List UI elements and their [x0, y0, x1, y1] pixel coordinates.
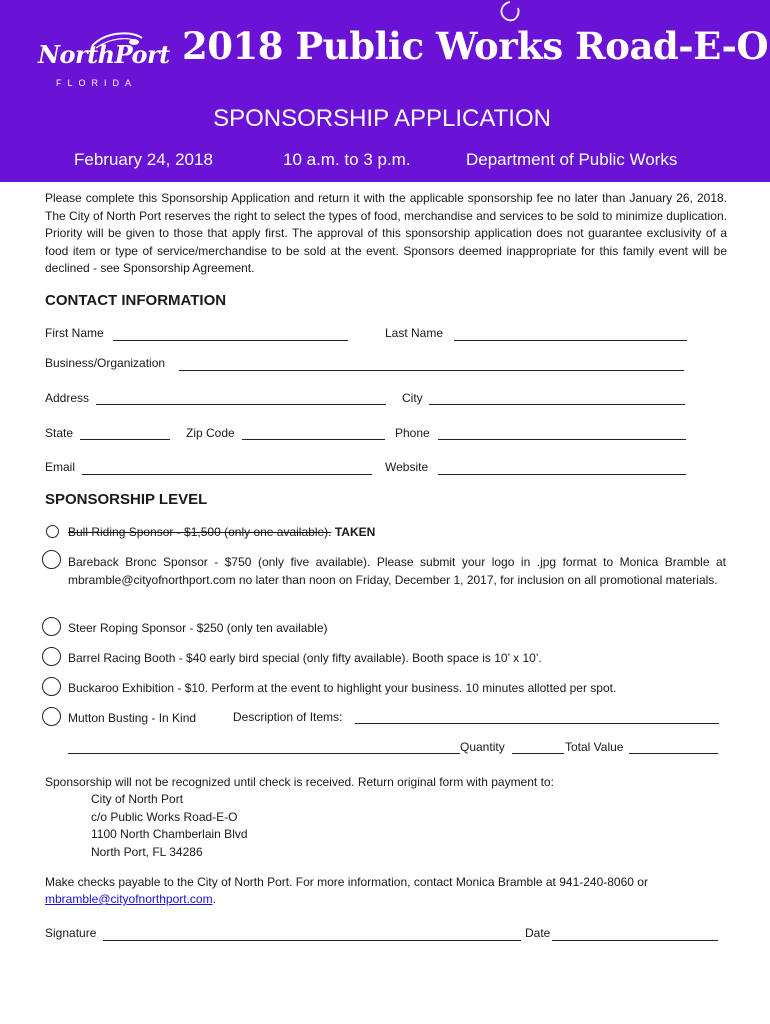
logo-wordmark: NorthPort — [38, 40, 170, 69]
contact-email-link[interactable]: mbramble@cityofnorthport.com — [45, 892, 213, 906]
contact-heading: CONTACT INFORMATION — [45, 292, 227, 309]
total-value-label: Total Value — [565, 740, 624, 754]
event-department: Department of Public Works — [466, 150, 678, 169]
address-line: City of North Port — [91, 792, 184, 806]
email-label: Email — [45, 460, 76, 474]
address-line: c/o Public Works Road-E-O — [91, 809, 238, 824]
total-value-field[interactable] — [629, 753, 718, 754]
bull-riding-label: Bull Riding Sponsor - $1,500 (only one available). — [68, 525, 332, 539]
zip-label: Zip Code — [186, 426, 235, 440]
address-line: 1100 North Chamberlain Blvd — [91, 827, 248, 842]
description-label: Description of Items: — [233, 710, 343, 724]
email-field[interactable] — [82, 474, 372, 475]
last-name-label: Last Name — [385, 326, 444, 340]
date-field[interactable] — [552, 940, 718, 941]
description-field-2[interactable] — [68, 753, 460, 754]
header-band — [0, 0, 770, 182]
quantity-label: Quantity — [460, 740, 505, 754]
option-mutton-busting: Mutton Busting - In Kind — [68, 711, 197, 725]
quantity-field[interactable] — [512, 753, 564, 754]
city-field[interactable] — [429, 404, 685, 405]
last-name-field[interactable] — [454, 340, 687, 341]
address-field[interactable] — [96, 404, 386, 405]
option-barrel-racing: Barrel Racing Booth - $40 early bird special (only fifty available). Booth space is 10’ x 10’. — [68, 651, 542, 665]
option-buckaroo: Buckaroo Exhibition - $10. Perform at the event to highlight your business. 10 minutes allotted per spot. — [68, 681, 617, 695]
website-label: Website — [385, 460, 429, 474]
checks-note: Make checks payable to the City of North Port. For more information, contact Monica Bramble at 941-240-8060 or — [45, 875, 648, 889]
bull-riding-radio[interactable] — [46, 525, 59, 538]
logo-subtitle: FLORIDA — [56, 78, 138, 88]
steer-roping-radio[interactable] — [42, 617, 61, 636]
address-line: North Port, FL 34286 — [91, 844, 203, 859]
intro-paragraph: Please complete this Sponsorship Application and return it with the applicable sponsorship fee no later than January 26, 2018. The City of North Port reserves the right to select the types of food, merchandise and services to be sold to minimize duplication. Priority will be given to those that apply first. The approval of this sponsorship application does not guarantee exclusivity of a food item or type of service/merchandise to be sold at the event. Sponsors deemed inappropriate for this family event will be declined - see Sponsorship Agreement. — [45, 191, 727, 276]
contact-email-row — [45, 891, 216, 909]
taken-badge: TAKEN — [334, 525, 376, 539]
event-time: 10 a.m. to 3 p.m. — [283, 150, 411, 169]
buckaroo-radio[interactable] — [42, 677, 61, 696]
description-field[interactable] — [355, 723, 719, 724]
email-period: . — [212, 892, 216, 906]
business-label: Business/Organization — [45, 356, 166, 370]
website-field[interactable] — [438, 474, 686, 475]
north-port-logo — [30, 30, 170, 92]
barrel-racing-radio[interactable] — [42, 647, 61, 666]
application-title: SPONSORSHIP APPLICATION — [213, 105, 551, 132]
first-name-field[interactable] — [113, 340, 348, 341]
sponsorship-heading: SPONSORSHIP LEVEL — [45, 491, 208, 508]
mutton-busting-radio[interactable] — [42, 707, 61, 726]
state-field[interactable] — [80, 439, 170, 440]
signature-label: Signature — [45, 926, 97, 940]
signature-field[interactable] — [103, 940, 521, 941]
city-label: City — [402, 391, 423, 405]
bareback-bronc-radio[interactable] — [42, 550, 61, 569]
zip-field[interactable] — [242, 439, 385, 440]
option-steer-roping: Steer Roping Sponsor - $250 (only ten available) — [68, 621, 328, 635]
event-title: 2018 Public Works Road-E-O — [182, 24, 769, 68]
recognition-note: Sponsorship will not be recognized until check is received. Return original form with payment to: — [45, 775, 554, 789]
first-name-label: First Name — [45, 326, 104, 340]
address-label: Address — [45, 391, 90, 405]
phone-field[interactable] — [438, 439, 686, 440]
option-bareback-bronc: Bareback Bronc Sponsor - $750 (only five available). Please submit your logo in .jpg format to Monica Bramble at mbramble@cityofnorthport.com no later than noon on Friday, December 1, 2017, for inclusion on all promotional materials. — [68, 555, 726, 587]
phone-label: Phone — [395, 426, 430, 440]
event-date: February 24, 2018 — [74, 150, 213, 169]
state-label: State — [45, 426, 74, 440]
option-bull-riding — [68, 523, 375, 541]
date-label: Date — [525, 926, 551, 940]
mailing-address — [91, 791, 248, 861]
business-field[interactable] — [179, 370, 684, 371]
